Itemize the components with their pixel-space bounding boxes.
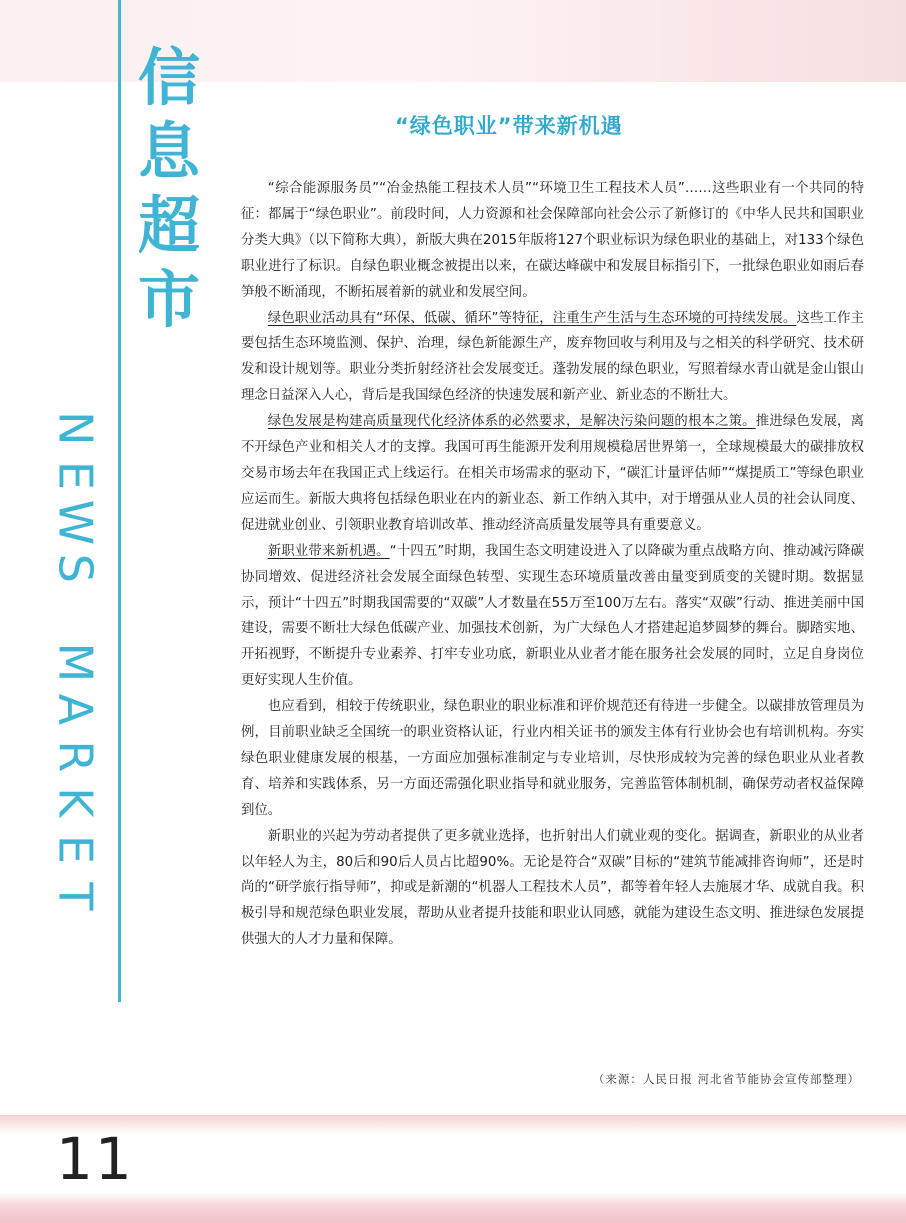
section-title-char: 市	[137, 263, 200, 336]
article-paragraph: 也应看到，相较于传统职业，绿色职业的职业标准和评价规范还有待进一步健全。以碳排放管理员为例，目前职业缺乏全国统一的职业资格认证，行业内相关证书的颁发主体有行业协会也有培训机构。夯实绿色职业健康发展的根基，一方面应加强标准制定与专业培训，尽快形成较为完善的绿色职业从业者教育、培养和实践体系，另一方面还需强化职业指导和就业服务，完善监管体制机制，确保劳动者权益保障到位。	[241, 699, 864, 818]
article-source: （来源：人民日报 河北省节能协会宣传部整理）	[592, 1072, 860, 1086]
article-paragraph: 新职业的兴起为劳动者提供了更多就业选择，也折射出人们就业观的变化。据调查，新职业的从业者以年轻人为主，80后和90后人员占比超90%。无论是符合“双碳”目标的“建筑节能减排咨询师”，还是时尚的“研学旅行指导师”，抑或是新潮的“机器人工程技术人员”，都等着年轻人去施展才华、成就自我。积极引导和规范绿色职业发展，帮助从业者提升技能和职业认同感，就能为建设生态文明、推进绿色发展提供强大的人才力量和保障。	[241, 828, 864, 948]
article-paragraph	[241, 539, 864, 694]
english-section-title	[45, 405, 105, 920]
section-title-char: 息	[137, 115, 200, 188]
article-paragraph	[241, 409, 864, 539]
page-number: 11	[56, 1125, 134, 1193]
sidebar-divider-line	[118, 0, 121, 1002]
article-paragraph	[241, 306, 864, 410]
english-title-letter: T	[48, 882, 103, 911]
section-title-vertical	[128, 42, 210, 338]
article-body	[241, 176, 864, 953]
paragraph-text: “十四五”时期，我国生态文明建设进入了以降碳为重点战略方向、推动减污降碳协同增效、促进经济社会发展全面绿色转型、实现生态环境质量改善由量变到质变的关键时期。数据显示，预计“十四五”时期我国需要的“双碳”人才数量在55万至100万左右。落实“双碳”行动、推进美丽中国建设，需要不断壮大绿色低碳产业、加强技术创新，为广大绿色人才搭建起追梦圆梦的舞台。脚踏实地、开拓视野，不断提升专业素养、打牢专业功底，新职业从业者才能在服务社会发展的同时，立足自身岗位更好实现人生价值。	[241, 543, 865, 689]
english-title-letter: K	[48, 787, 103, 818]
english-title-letter: A	[48, 693, 103, 725]
article-headline: “绿色职业”带来新机遇	[395, 114, 623, 138]
paragraph-lead-sentence: 绿色职业活动具有“环保、低碳、循环”等特征，注重生产生活与生态环境的可持续发展。	[267, 310, 797, 326]
english-title-letter: E	[48, 460, 103, 490]
paragraph-text: 推进绿色发展，离不开绿色产业和相关人才的支撑。我国可再生能源开发利用规模稳居世界第一，全球规模最大的碳排放权交易市场去年在我国正式上线运行。在相关市场需求的驱动下，“碳汇计量评估师”“煤提质工”等绿色职业应运而生。新版大典将包括绿色职业在内的新业态、新工作纳入其中，对于增强从业人员的社会认同度、促进就业创业、引领职业教育培训改革、推动经济高质量发展等具有重要意义。	[241, 414, 865, 533]
english-title-letter: W	[48, 499, 103, 545]
english-title-letter: M	[48, 642, 103, 683]
section-title-char: 信	[137, 41, 200, 114]
article-paragraph: “综合能源服务员”“冶金热能工程技术人员”“环境卫生工程技术人员”……这些职业有一个共同的特征：都属于“绿色职业”。前段时间，人力资源和社会保障部向社会公示了新修订的《中华人民共和国职业分类大典》（以下简称大典），新版大典在2015年版将127个职业标识为绿色职业的基础上，对133个绿色职业进行了标识。自绿色职业概念被提出以来，在碳达峰碳中和发展目标指引下，一批绿色职业如雨后春笋般不断涌现，不断拓展着新的就业和发展空间。	[241, 181, 864, 300]
section-title-char: 超	[137, 189, 200, 262]
bottom-decor-band	[0, 1115, 906, 1223]
paragraph-lead-sentence: 绿色发展是构建高质量现代化经济体系的必然要求，是解决污染问题的根本之策。	[267, 414, 756, 430]
paragraph-lead-sentence: 新职业带来新机遇。	[267, 543, 390, 559]
paragraph-text: 这些工作主要包括生态环境监测、保护、治理，绿色新能源生产，废弃物回收与利用及与之相关的科学研究、技术研发和设计规划等。职业分类折射经济社会发展变迁。蓬勃发展的绿色职业，写照着绿水青山就是金山银山理念日益深入人心，背后是我国绿色经济的快速发展和新产业、新业态的不断壮大。	[241, 310, 864, 404]
english-title-letter: E	[48, 835, 103, 865]
english-title-letter: S	[48, 554, 103, 584]
english-title-letter: R	[48, 739, 103, 772]
english-title-letter: N	[48, 411, 103, 446]
